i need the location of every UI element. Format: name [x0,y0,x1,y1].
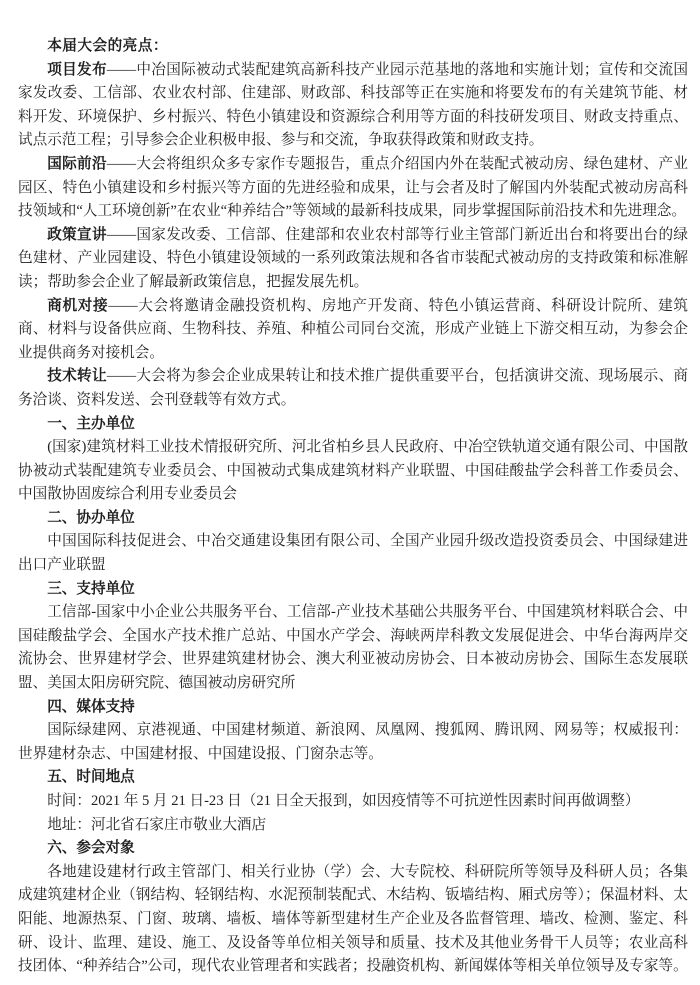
section-heading-supporters [18,578,688,602]
section-paragraph-time: 时间：2021 年 5 月 21 日-23 日（21 日全天报到，如因疫情等不可抗逆性因素时间再做调整） [47,793,640,809]
highlight-body: 大会将组织众多专家作专题报告，重点介绍国内外在装配式被动房、绿色建材、产业园区、特色小镇建设和乡村振兴等方面的先进经验和成果，让与会者及时了解国内外装配式被动房高科技领域和“人工环境创新”在农业“种养结合”等领域的最新科技成果，同步掌握国际前沿技术和先进理念。 [18,155,688,220]
section-heading-text: 三、支持单位 [47,580,135,597]
highlight-lead: 国际前沿 [47,155,107,172]
highlight-paragraph-policy-briefing [18,224,688,295]
highlight-paragraph-international-frontier [18,153,688,224]
section-paragraph-media-support: 国际绿建网、京港视通、中国建材频道、新浪网、凤凰网、搜狐网、腾讯网、网易等；权威报刊：世界建材杂志、中国建材报、中国建设报、门窗杂志等。 [18,722,688,762]
section-heading-organizers [18,413,688,437]
highlight-lead: 政策宣讲 [47,226,107,243]
section-heading-text: 六、参会对象 [47,840,135,857]
section-heading-participants [18,837,688,861]
em-dash: —— [108,297,138,314]
section-heading-text: 二、协办单位 [47,509,135,526]
em-dash: —— [106,226,137,243]
section-paragraph-co-organizers: 中国国际科技促进会、中冶交通建设集团有限公司、全国产业园升级改造投资委员会、中国绿建进出口产业联盟 [18,533,688,574]
highlight-lead: 技术转让 [47,368,107,385]
highlight-lead: 项目发布 [47,61,107,78]
highlight-paragraph-business-matching [18,295,688,366]
highlight-body: 大会将邀请金融投资机构、房地产开发商、特色小镇运营商、科研设计院所、建筑商、材料与设备供应商、生物科技、养殖、种植公司同台交流，形成产业链上下游交相互动，为参会企业提供商务对接机会。 [18,297,688,361]
highlight-body: 中冶国际被动式装配建筑高新科技产业园示范基地的落地和实施计划；宣传和交流国家发改委、工信部、农业农村部、住建部、财政部、科技部等正在实施和将要发布的有关建筑节能、材料开发、环境保护、乡村振兴、特色小镇建设和资源综合利用等方面的科技研发项目、财政支持重点、试点示范工程；引导参会企业积极申报、参与和交流，争取获得政策和财政支持。 [18,61,688,149]
section-paragraph-participants: 各地建设建材行政主管部门、相关行业协（学）会、大专院校、科研院所等领导及科研人员；各集成建筑建材企业（钢结构、轻钢结构、水泥预制装配式、木结构、钣墙结构、厢式房等）；保温材料、太阳能、地源热泵、门窗、玻璃、墙板、墙体等新型建材生产企业及各监督管理、墙改、检测、鉴定、科研、设计、监理、建设、施工、及设备等单位相关领导和质量、技术及其他业务骨干人员等；农业高科技团体、“种养结合”公司，现代农业管理者和实践者；投融资机构、新闻媒体等相关单位领导及专家等。 [18,863,688,975]
section-paragraph-venue: 地址：河北省石家庄市敬业大酒店 [47,816,267,833]
highlight-lead: 商机对接 [47,297,109,314]
section-heading-text: 五、时间地点 [47,769,135,786]
em-dash: —— [106,368,137,385]
section-heading-text: 一、主办单位 [47,415,135,432]
section-heading-text: 四、媒体支持 [47,698,135,715]
section-heading-time-venue [18,766,688,790]
em-dash: —— [106,61,137,78]
section-paragraph-organizers: (国家)建筑材料工业技术情报研究所、河北省柏乡县人民政府、中冶空铁轨道交通有限公司、中国散协被动式装配建筑专业委员会、中国被动式集成建筑材料产业联盟、中国硅酸盐学会科普工作委员会、中国散协固废综合利用专业委员会 [18,439,688,503]
highlight-body: 国家发改委、工信部、住建部和农业农村部等行业主管部门新近出台和将要出台的绿色建材、产业园建设、特色小镇建设领域的一系列政策法规和各省市装配式被动房的支持政策和标准解读；帮助参会企业了解最新政策信息，把握发展先机。 [18,226,688,290]
doc-title [18,35,688,59]
section-paragraph-supporters: 工信部-国家中小企业公共服务平台、工信部-产业技术基础公共服务平台、中国建筑材料联合会、中国硅酸盐学会、全国水产技术推广总站、中国水产学会、海峡两岸科教文发展促进会、中华台海两岸交流协会、世界建材学会、世界建筑建材协会、澳大利亚被动房协会、日本被动房协会、国际生态发展联盟、美国太阳房研究院、德国被动房研究所 [18,604,688,692]
highlight-paragraph-tech-transfer [18,365,688,412]
section-heading-co-organizers [18,507,688,531]
doc-title-text: 本届大会的亮点： [47,38,168,54]
section-heading-media-support [18,696,688,720]
em-dash: —— [106,155,137,172]
highlight-paragraph-project-release [18,59,688,153]
highlight-body: 大会将为参会企业成果转让和技术推广提供重要平台，包括演讲交流、现场展示、商务洽谈、资料发送、会刊登载等有效方式。 [18,368,688,408]
